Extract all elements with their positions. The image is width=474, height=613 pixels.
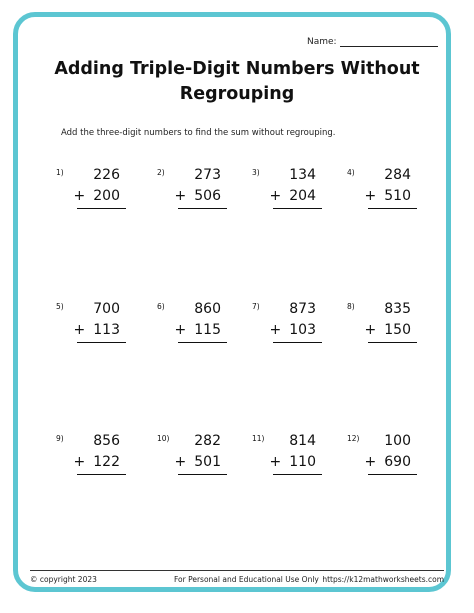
plus-operator: + — [174, 454, 187, 470]
bottom-row — [74, 321, 120, 339]
problem-10 — [157, 432, 237, 480]
problem-number: 7) — [252, 302, 260, 311]
bottom-addend: 150 — [384, 322, 411, 338]
top-addend: 700 — [93, 301, 120, 317]
footer-usage-note: For Personal and Educational Use Only — [174, 575, 319, 584]
bottom-row — [270, 321, 316, 339]
problem-number: 1) — [56, 168, 64, 177]
problem-1 — [56, 166, 136, 214]
problem-number: 10) — [157, 434, 170, 443]
top-addend: 100 — [384, 433, 411, 449]
bottom-row — [175, 453, 221, 471]
bottom-row — [365, 321, 411, 339]
plus-operator: + — [174, 188, 187, 204]
answer-line — [368, 474, 417, 475]
top-addend: 134 — [289, 167, 316, 183]
footer-divider — [30, 570, 444, 571]
problem-number: 2) — [157, 168, 165, 177]
name-field — [307, 37, 438, 47]
bottom-addend: 501 — [194, 454, 221, 470]
bottom-row — [270, 187, 316, 205]
bottom-addend: 122 — [93, 454, 120, 470]
footer-website-link[interactable]: https://k12mathworksheets.com — [322, 575, 444, 584]
plus-operator: + — [364, 322, 377, 338]
problem-number: 9) — [56, 434, 64, 443]
bottom-row — [270, 453, 316, 471]
answer-line — [368, 208, 417, 209]
bottom-row — [175, 187, 221, 205]
plus-operator: + — [73, 188, 86, 204]
problem-grid — [56, 166, 436, 470]
problem-8 — [347, 300, 427, 348]
instructions: Add the three-digit numbers to find the sum without regrouping. — [61, 128, 336, 138]
plus-operator: + — [269, 322, 282, 338]
bottom-row — [74, 187, 120, 205]
answer-line — [273, 208, 322, 209]
worksheet-title: Adding Triple-Digit Numbers Without Regrouping — [54, 59, 420, 104]
answer-line — [77, 474, 126, 475]
name-blank-line[interactable] — [340, 37, 438, 47]
name-label: Name: — [307, 37, 337, 47]
bottom-row — [74, 453, 120, 471]
bottom-addend: 115 — [194, 322, 221, 338]
problem-4 — [347, 166, 427, 214]
top-addend: 282 — [194, 433, 221, 449]
bottom-addend: 113 — [93, 322, 120, 338]
problem-5 — [56, 300, 136, 348]
bottom-row — [365, 187, 411, 205]
problem-number: 12) — [347, 434, 360, 443]
plus-operator: + — [269, 188, 282, 204]
bottom-addend: 510 — [384, 188, 411, 204]
bottom-addend: 690 — [384, 454, 411, 470]
problem-number: 6) — [157, 302, 165, 311]
problem-number: 5) — [56, 302, 64, 311]
bottom-row — [365, 453, 411, 471]
answer-line — [178, 474, 227, 475]
answer-line — [77, 342, 126, 343]
problem-number: 11) — [252, 434, 265, 443]
top-addend: 226 — [93, 167, 120, 183]
problem-number: 4) — [347, 168, 355, 177]
problem-6 — [157, 300, 237, 348]
problem-9 — [56, 432, 136, 480]
bottom-addend: 204 — [289, 188, 316, 204]
problem-11 — [252, 432, 332, 480]
answer-line — [273, 342, 322, 343]
top-addend: 814 — [289, 433, 316, 449]
problem-12 — [347, 432, 427, 480]
plus-operator: + — [73, 322, 86, 338]
bottom-row — [175, 321, 221, 339]
top-addend: 835 — [384, 301, 411, 317]
footer-copyright: © copyright 2023 — [30, 575, 97, 584]
answer-line — [368, 342, 417, 343]
bottom-addend: 200 — [93, 188, 120, 204]
problem-number: 3) — [252, 168, 260, 177]
plus-operator: + — [364, 454, 377, 470]
bottom-addend: 110 — [289, 454, 316, 470]
answer-line — [178, 342, 227, 343]
top-addend: 284 — [384, 167, 411, 183]
answer-line — [273, 474, 322, 475]
top-addend: 873 — [289, 301, 316, 317]
problem-7 — [252, 300, 332, 348]
plus-operator: + — [269, 454, 282, 470]
plus-operator: + — [364, 188, 377, 204]
top-addend: 860 — [194, 301, 221, 317]
top-addend: 856 — [93, 433, 120, 449]
top-addend: 273 — [194, 167, 221, 183]
answer-line — [77, 208, 126, 209]
problem-3 — [252, 166, 332, 214]
problem-2 — [157, 166, 237, 214]
plus-operator: + — [174, 322, 187, 338]
problem-number: 8) — [347, 302, 355, 311]
bottom-addend: 103 — [289, 322, 316, 338]
plus-operator: + — [73, 454, 86, 470]
bottom-addend: 506 — [194, 188, 221, 204]
answer-line — [178, 208, 227, 209]
